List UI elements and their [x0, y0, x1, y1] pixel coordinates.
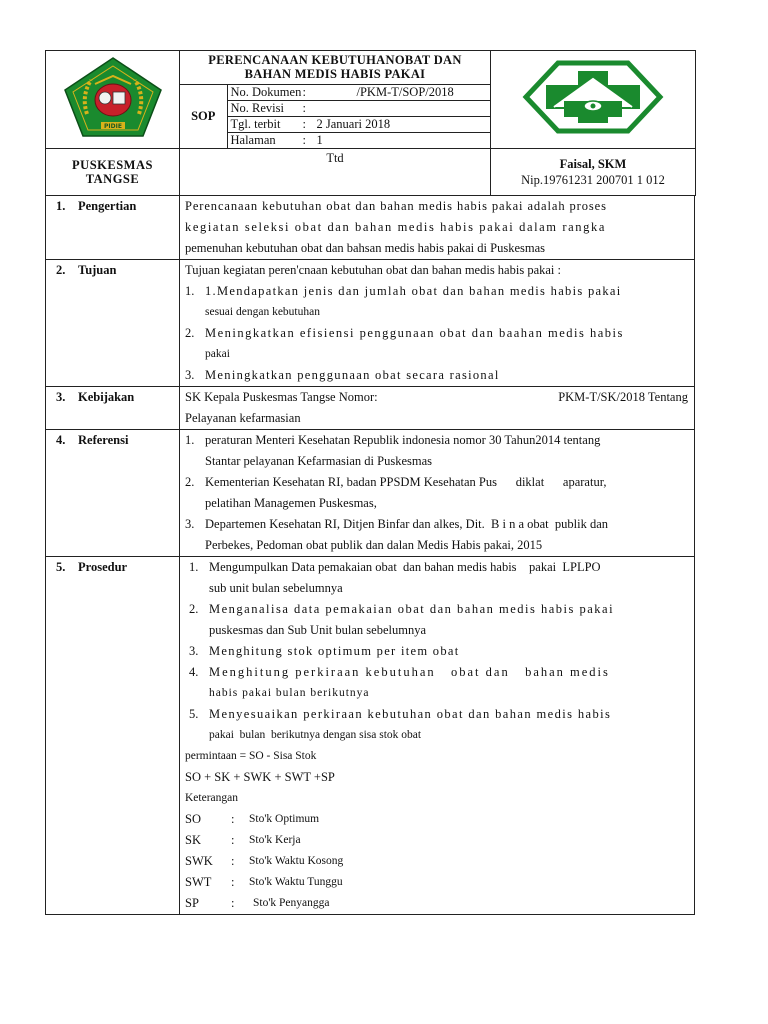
- prosedur-item: 1. Mengumpulkan Data pemakaian obat dan bahan medis habis pakai LPLPO sub unit bulan sebelumnya: [189, 560, 601, 595]
- section-pengertian: 1. Pengertian Perencanaan kebutuhan obat dan bahan medis habis pakai adalah proses kegiatan seleksi obat dan bahan medis habis pakai dalam rangka pemenuhan kebutuhan obat dan bahsan medis habis pakai di Puskesmas: [46, 196, 695, 260]
- prosedur-item: 3. Menghitung stok optimum per item obat: [189, 644, 460, 658]
- prosedur-item: 4. Menghitung perkiraan kebutuhan obat dan bahan medis habis pakai bulan berikutnya: [189, 665, 610, 699]
- signer-cell: Faisal, SKM Nip.19761231 200701 1 012: [491, 149, 696, 196]
- svg-text:PIDIE: PIDIE: [103, 123, 122, 130]
- tujuan-item: 3. Meningkatkan penggunaan obat secara rasional: [185, 368, 500, 382]
- legend-item: SP : Sto'k Penyangga: [185, 896, 330, 910]
- legend-list: [185, 809, 688, 914]
- prosedur-item: 5. Menyesuaikan perkiraan kebutuhan obat dan bahan medis habis pakai bulan berikutnya dengan sisa stok obat: [189, 707, 612, 741]
- pidie-logo-icon: [61, 54, 165, 140]
- logo-right-cell: [491, 51, 696, 149]
- sop-document: [45, 50, 695, 915]
- header-table: [45, 50, 696, 196]
- ttd-cell: Ttd: [180, 149, 491, 196]
- meta-no-dokumen: No. Dokumen: /PKM-T/SOP/2018: [227, 85, 490, 101]
- legend-item: SK : Sto'k Kerja: [185, 833, 301, 847]
- section-kebijakan: 3. Kebijakan SK Kepala Puskesmas Tangse Nomor: PKM-T/SK/2018 Tentang Pelayanan kefarmasian: [46, 387, 695, 430]
- tujuan-item: 1. 1.Mendapatkan jenis dan jumlah obat dan bahan medis habis pakai sesuai dengan kebutuhan: [185, 284, 622, 318]
- meta-halaman: Halaman : 1: [227, 133, 490, 149]
- legend-item: SWT : Sto'k Waktu Tunggu: [185, 875, 343, 889]
- legend-item: SWK : Sto'k Waktu Kosong: [185, 854, 344, 868]
- section-tujuan: 2. Tujuan Tujuan kegiatan peren'cnaan kebutuhan obat dan bahan medis habis pakai : 1. 1.Mendapatkan jenis dan jumlah obat dan bahan medis habis pakai sesuai dengan kebutuhan 2. Meningkatkan efisiensi penggunaan obat dan baahan medis habis pakai 3. Meningkatkan penggunaan obat secara rasional: [46, 260, 695, 387]
- referensi-item: 2. Kementerian Kesehatan RI, badan PPSDM Kesehatan Pus diklat aparatur, pelatihan Managemen Puskesmas,: [185, 475, 607, 510]
- prosedur-item: 2. Menganalisa data pemakaian obat dan bahan medis habis pakai puskesmas dan Sub Unit bulan sebelumnya: [189, 602, 615, 637]
- tujuan-item: 2. Meningkatkan efisiensi penggunaan obat dan baahan medis habis pakai: [185, 326, 624, 360]
- sop-label: SOP: [180, 85, 227, 149]
- logo-left-cell: [46, 51, 180, 149]
- section-referensi: 4. Referensi 1. peraturan Menteri Kesehatan Republik indonesia nomor 30 Tahun2014 tentang Stantar pelayanan Kefarmasian di Puskesmas 2. Kementerian Kesehatan RI, badan PPSDM Kesehatan Pus diklat aparatur, pelatihan Managemen Puskesmas, 3. Departemen Kesehatan RI, Ditjen Binfar dan alkes, Dit. B i n a obat publik dan Perbekes, Pedoman obat publik dan dalan Medis Habis pakai, 2015: [46, 430, 695, 557]
- formula-so: SO + SK + SWK + SWT +SP: [185, 770, 335, 784]
- section-prosedur: 5. Prosedur 1. Mengumpulkan Data pemakaian obat dan bahan medis habis pakai LPLPO sub unit bulan sebelumnya 2. Menganalisa data pemakaian obat dan bahan medis habis pakai puskesmas dan Sub Unit bulan sebelumnya 3. Menghitung stok optimum per item obat 4. Menghitung perkiraan kebutuhan obat dan bahan medis habis pakai bulan berikutnya 5. Menyesuaikan perkiraan kebutuhan obat dan bahan medis habis pakai bulan berikutnya dengan sisa stok obat permintaan = SO - Sisa Stok SO + SK + SWK + SWT +SP Keterangan SO : Sto'k Optimum SK : Sto'k Kerja SWK : Sto'k Waktu Kosong SWT : Sto'k Waktu Tunggu SP : Sto'k Penyangga: [46, 557, 695, 915]
- meta-tgl-terbit: Tgl. terbit : 2 Januari 2018: [227, 117, 490, 133]
- referensi-item: 1. peraturan Menteri Kesehatan Republik indonesia nomor 30 Tahun2014 tentang Stantar pelayanan Kefarmasian di Puskesmas: [185, 433, 601, 468]
- title-meta-cell: [180, 51, 491, 149]
- document-title: PERENCANAAN KEBUTUHANOBAT DAN BAHAN MEDIS HABIS PAKAI: [208, 53, 462, 81]
- legend-item: SO : Sto'k Optimum: [185, 812, 320, 826]
- meta-no-revisi: No. Revisi :: [227, 101, 490, 117]
- puskesmas-name: PUSKESMAS TANGSE: [46, 149, 180, 196]
- keterangan-label: Keterangan: [185, 792, 238, 804]
- content-table: [45, 195, 695, 915]
- puskesmas-logo-icon: [518, 57, 668, 137]
- formula-permintaan: permintaan = SO - Sisa Stok: [185, 750, 317, 762]
- referensi-item: 3. Departemen Kesehatan RI, Ditjen Binfar dan alkes, Dit. B i n a obat publik dan Perbekes, Pedoman obat publik dan dalan Medis Habis pakai, 2015: [185, 517, 609, 552]
